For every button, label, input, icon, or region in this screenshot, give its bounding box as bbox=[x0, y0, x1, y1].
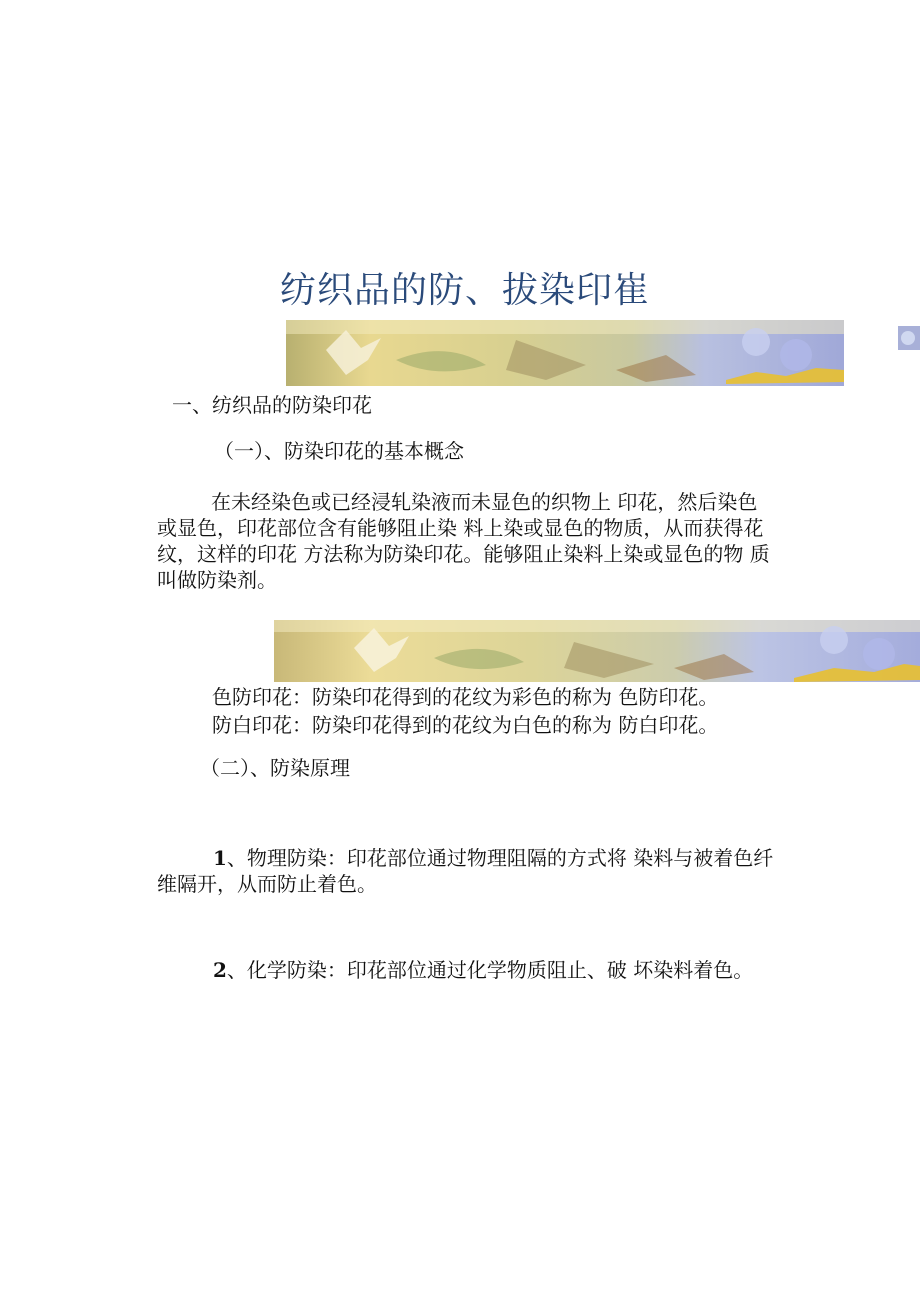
list-item-number: 1 bbox=[213, 846, 227, 870]
decorative-banner-middle bbox=[274, 620, 920, 682]
section-heading: 一、纺织品的防染印花 bbox=[172, 393, 372, 417]
white-resist-definition: 防白印花：防染印花得到的花纹为白色的称为 防白印花。 bbox=[212, 713, 719, 737]
definition-paragraph-text: 在未经染色或已经浸轧染液而未显色的织物上 印花，然后染色或显色，印花部位含有能够阻止染 料上染或显色的物质，从而获得花纹，这样的印花 方法称为防染印花。能够阻止染料上染或显色的物 质叫做防染剂。 bbox=[157, 490, 770, 592]
decorative-banner-fragment bbox=[898, 326, 920, 350]
list-item-text: 、化学防染：印花部位通过化学物质阻止、破 坏染料着色。 bbox=[226, 958, 754, 982]
color-resist-definition: 色防印花：防染印花得到的花纹为彩色的称为 色防印花。 bbox=[212, 685, 719, 709]
list-item-physical-resist bbox=[157, 845, 777, 897]
list-item-text: 、物理防染：印花部位通过物理阻隔的方式将 染料与被着色纤维隔开，从而防止着色。 bbox=[157, 846, 774, 896]
list-item-number: 2 bbox=[213, 958, 227, 982]
definition-paragraph bbox=[157, 489, 777, 593]
decorative-banner-top bbox=[286, 320, 844, 386]
subsection-heading-principle: （二）、防染原理 bbox=[200, 756, 350, 780]
subsection-heading: （一）、防染印花的基本概念 bbox=[214, 439, 464, 463]
page-title: 纺织品的防、拔染印崔 bbox=[279, 270, 650, 311]
list-item-chemical-resist bbox=[157, 957, 777, 983]
